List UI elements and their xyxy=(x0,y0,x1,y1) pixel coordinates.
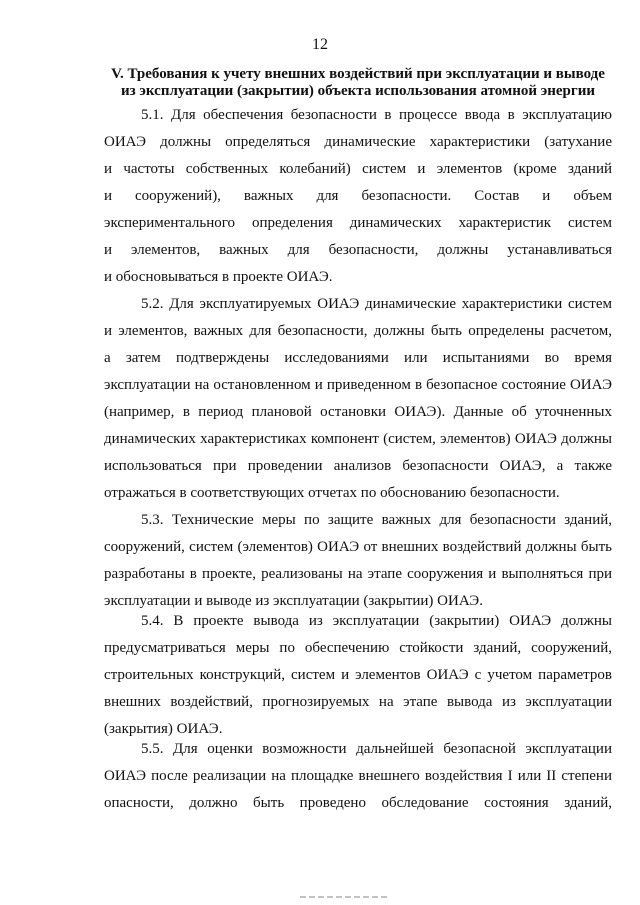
paragraph-line: 5.3. Технические меры по защите важных для безопасности зданий, xyxy=(141,512,612,528)
paragraph-line: и элементов, важных для безопасности, должны устанавливаться xyxy=(104,242,612,258)
paragraph-line: сооружений, систем (элементов) ОИАЭ от внешних воздействий должны быть xyxy=(104,539,612,555)
paragraph-line: внешних воздействий, прогнозируемых на этапе вывода из эксплуатации xyxy=(104,694,612,710)
paragraph-line: предусматриваться меры по обеспечению стойкости зданий, сооружений, xyxy=(104,640,612,656)
paragraph-line: и элементов, важных для безопасности, должны быть определены расчетом, xyxy=(104,323,612,339)
paragraph-line: и сооружений), важных для безопасности. Состав и объем xyxy=(104,188,612,204)
section-heading-line-2: из эксплуатации (закрытии) объекта использования атомной энергии xyxy=(120,83,595,99)
paragraph-line: динамических характеристиках компонент (систем, элементов) ОИАЭ должны xyxy=(104,431,612,447)
paragraph-line: строительных конструкций, систем и элементов ОИАЭ с учетом параметров xyxy=(104,667,612,683)
paragraph-line: 5.1. Для обеспечения безопасности в процессе ввода в эксплуатацию xyxy=(141,107,612,123)
paragraph-line: (закрытия) ОИАЭ. xyxy=(104,721,223,737)
paragraph-line: и частоты собственных колебаний) систем и элементов (кроме зданий xyxy=(104,161,612,177)
section-heading-line-1: V. Требования к учету внешних воздействий при эксплуатации и выводе xyxy=(111,66,605,82)
paragraph-line: 5.2. Для эксплуатируемых ОИАЭ динамические характеристики систем xyxy=(141,296,612,312)
paragraph-5-5 xyxy=(104,736,612,817)
paragraph-5-3 xyxy=(104,507,612,615)
paragraph-line: ОИАЭ должны определяться динамические характеристики (затухание xyxy=(104,134,612,150)
paragraph-line: (например, в период плановой остановки ОИАЭ). Данные об уточненных xyxy=(104,404,612,420)
paragraph-line: 5.5. Для оценки возможности дальнейшей безопасной эксплуатации xyxy=(141,741,612,757)
paragraph-line: и обосновываться в проекте ОИАЭ. xyxy=(104,269,333,285)
paragraph-line: отражаться в соответствующих отчетах по обоснованию безопасности. xyxy=(104,485,560,501)
paragraph-line: экспериментального определения динамических характеристик систем xyxy=(104,215,612,231)
paragraph-5-4 xyxy=(104,608,612,743)
scan-footer-mark xyxy=(300,896,390,898)
paragraph-5-1 xyxy=(104,102,612,291)
paragraph-line: эксплуатации на остановленном и приведенном в безопасное состояние ОИАЭ xyxy=(104,377,612,393)
paragraph-line: ОИАЭ после реализации на площадке внешнего воздействия I или II степени xyxy=(104,768,612,784)
paragraph-line: использоваться при проведении анализов безопасности ОИАЭ, а также xyxy=(104,458,612,474)
paragraph-line: опасности, должно быть проведено обследование состояния зданий, xyxy=(104,795,612,811)
paragraph-line: а затем подтверждены исследованиями или испытаниями во время xyxy=(104,350,612,366)
page-number: 12 xyxy=(312,36,328,53)
section-heading xyxy=(104,66,612,100)
paragraph-line: разработаны в проекте, реализованы на этапе сооружения и выполняться при xyxy=(104,566,612,582)
paragraph-line: 5.4. В проекте вывода из эксплуатации (закрытии) ОИАЭ должны xyxy=(141,613,612,629)
paragraph-5-2 xyxy=(104,291,612,507)
paragraph-line: эксплуатации и выводе из эксплуатации (закрытии) ОИАЭ. xyxy=(104,593,483,609)
